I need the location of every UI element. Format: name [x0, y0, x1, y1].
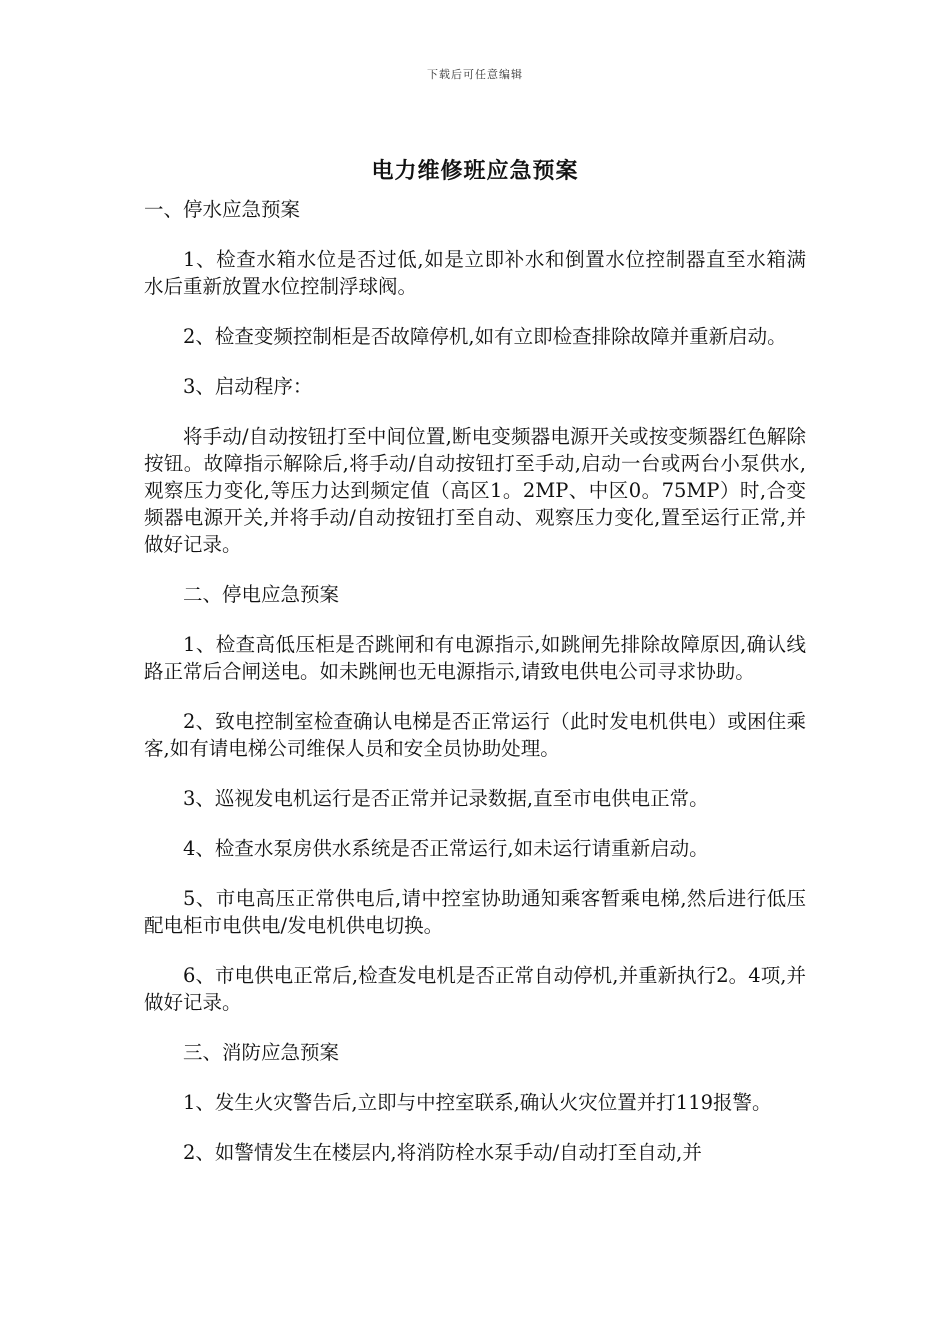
paragraph: 2、致电控制室检查确认电梯是否正常运行（此时发电机供电）或困住乘客,如有请电梯公司维保人员和安全员协助处理。: [144, 710, 806, 760]
paragraph: 3、启动程序：: [183, 375, 313, 398]
header-note: 下载后可任意编辑: [427, 68, 523, 81]
paragraph: 将手动/自动按钮打至中间位置,断电变频器电源开关或按变频器红色解除按钮。故障指示解除后,将手动/自动按钮打至手动,启动一台或两台小泵供水,观察压力变化,等压力达到频定值（高区1。2MP、中区0。75MP）时,合变频器电源开关,并将手动/自动按钮打至自动、观察压力变化,置至运行正常,并做好记录。: [144, 425, 806, 556]
document-body: [144, 196, 806, 1189]
paragraph: 1、发生火灾警告后,立即与中控室联系,确认火灾位置并打119报警。: [183, 1091, 772, 1114]
paragraph: 4、检查水泵房供水系统是否正常运行,如未运行请重新启动。: [183, 837, 709, 860]
section-heading-power-outage: 二、停电应急预案: [183, 583, 340, 606]
paragraph: 6、市电供电正常后,检查发电机是否正常自动停机,并重新执行2。4项,并做好记录。: [144, 964, 806, 1014]
paragraph: 1、检查水箱水位是否过低,如是立即补水和倒置水位控制器直至水箱满水后重新放置水位控制浮球阀。: [144, 248, 806, 298]
section-heading-water-outage: 一、停水应急预案: [144, 198, 301, 221]
paragraph: 1、检查高低压柜是否跳闸和有电源指示,如跳闸先排除故障原因,确认线路正常后合闸送电。如未跳闸也无电源指示,请致电供电公司寻求协助。: [144, 633, 806, 683]
paragraph: 2、如警情发生在楼层内,将消防栓水泵手动/自动打至自动,并: [183, 1141, 702, 1164]
paragraph: 2、检查变频控制柜是否故障停机,如有立即检查排除故障并重新启动。: [183, 325, 787, 348]
document-title: 电力维修班应急预案: [371, 158, 579, 184]
section-heading-fire-emergency: 三、消防应急预案: [183, 1041, 340, 1064]
paragraph: 3、巡视发电机运行是否正常并记录数据,直至市电供电正常。: [183, 787, 709, 810]
paragraph: 5、市电高压正常供电后,请中控室协助通知乘客暂乘电梯,然后进行低压配电柜市电供电/发电机供电切换。: [144, 887, 806, 937]
